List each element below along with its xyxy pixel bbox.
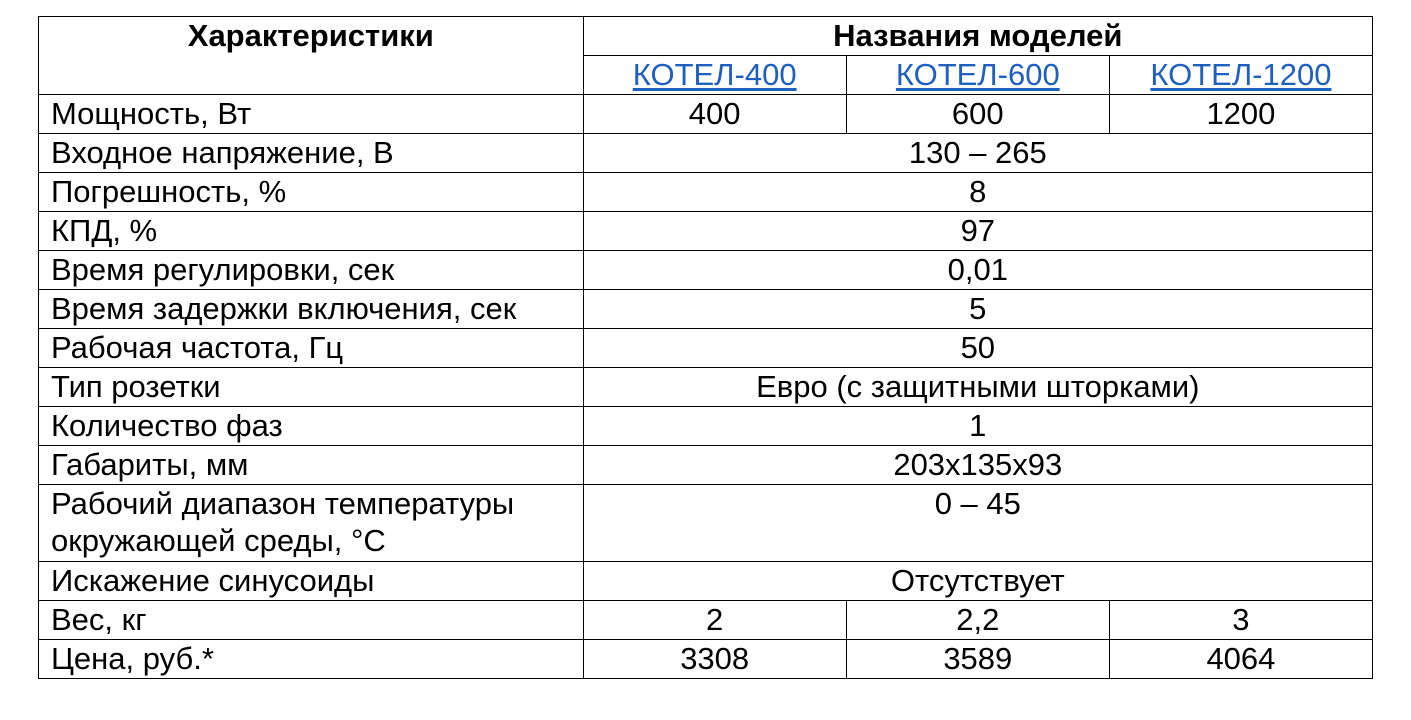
phases-value: 1 [583, 407, 1372, 446]
table-header-row [39, 17, 1373, 56]
table-row [39, 290, 1373, 329]
socket-type-value: Евро (с защитными шторками) [583, 368, 1372, 407]
power-value-600: 600 [846, 95, 1109, 134]
table-row [39, 601, 1373, 640]
row-label-regulation-time: Время регулировки, сек [39, 251, 584, 290]
row-label-phases: Количество фаз [39, 407, 584, 446]
row-label-sine-distortion: Искажение синусоиды [39, 562, 584, 601]
models-header: Названия моделей [583, 17, 1372, 56]
model-cell-1200 [1109, 56, 1372, 95]
efficiency-value: 97 [583, 212, 1372, 251]
model-link-400[interactable]: КОТЕЛ-400 [632, 57, 797, 92]
input-voltage-value: 130 – 265 [583, 134, 1372, 173]
row-label-error: Погрешность, % [39, 173, 584, 212]
table-row [39, 562, 1373, 601]
table-row [39, 329, 1373, 368]
price-value-600: 3589 [846, 640, 1109, 679]
table-row [39, 485, 1373, 562]
temp-range-label-line1: Рабочий диапазон температуры [51, 486, 515, 521]
temp-range-label-line2: окружающей среды, °С [51, 523, 386, 558]
temp-range-value: 0 – 45 [583, 485, 1372, 562]
price-value-1200: 4064 [1109, 640, 1372, 679]
table-row [39, 446, 1373, 485]
power-value-1200: 1200 [1109, 95, 1372, 134]
row-label-socket-type: Тип розетки [39, 368, 584, 407]
row-label-input-voltage: Входное напряжение, В [39, 134, 584, 173]
row-label-temp-range [39, 485, 584, 562]
row-label-weight: Вес, кг [39, 601, 584, 640]
row-label-frequency: Рабочая частота, Гц [39, 329, 584, 368]
row-label-power: Мощность, Вт [39, 95, 584, 134]
row-label-efficiency: КПД, % [39, 212, 584, 251]
table-row [39, 251, 1373, 290]
row-label-dimensions: Габариты, мм [39, 446, 584, 485]
table-row [39, 173, 1373, 212]
delay-time-value: 5 [583, 290, 1372, 329]
specifications-table [38, 16, 1373, 679]
table-row [39, 95, 1373, 134]
regulation-time-value: 0,01 [583, 251, 1372, 290]
table-row [39, 212, 1373, 251]
table-row [39, 368, 1373, 407]
model-cell-400 [583, 56, 846, 95]
price-value-400: 3308 [583, 640, 846, 679]
weight-value-400: 2 [583, 601, 846, 640]
model-cell-600 [846, 56, 1109, 95]
model-link-600[interactable]: КОТЕЛ-600 [895, 57, 1060, 92]
table-row [39, 640, 1373, 679]
error-value: 8 [583, 173, 1372, 212]
model-link-1200[interactable]: КОТЕЛ-1200 [1150, 57, 1332, 92]
weight-value-1200: 3 [1109, 601, 1372, 640]
dimensions-value: 203x135x93 [583, 446, 1372, 485]
row-label-delay-time: Время задержки включения, сек [39, 290, 584, 329]
characteristics-header: Характеристики [39, 17, 584, 95]
row-label-price: Цена, руб.* [39, 640, 584, 679]
table-row [39, 134, 1373, 173]
frequency-value: 50 [583, 329, 1372, 368]
power-value-400: 400 [583, 95, 846, 134]
sine-distortion-value: Отсутствует [583, 562, 1372, 601]
table-row [39, 407, 1373, 446]
weight-value-600: 2,2 [846, 601, 1109, 640]
